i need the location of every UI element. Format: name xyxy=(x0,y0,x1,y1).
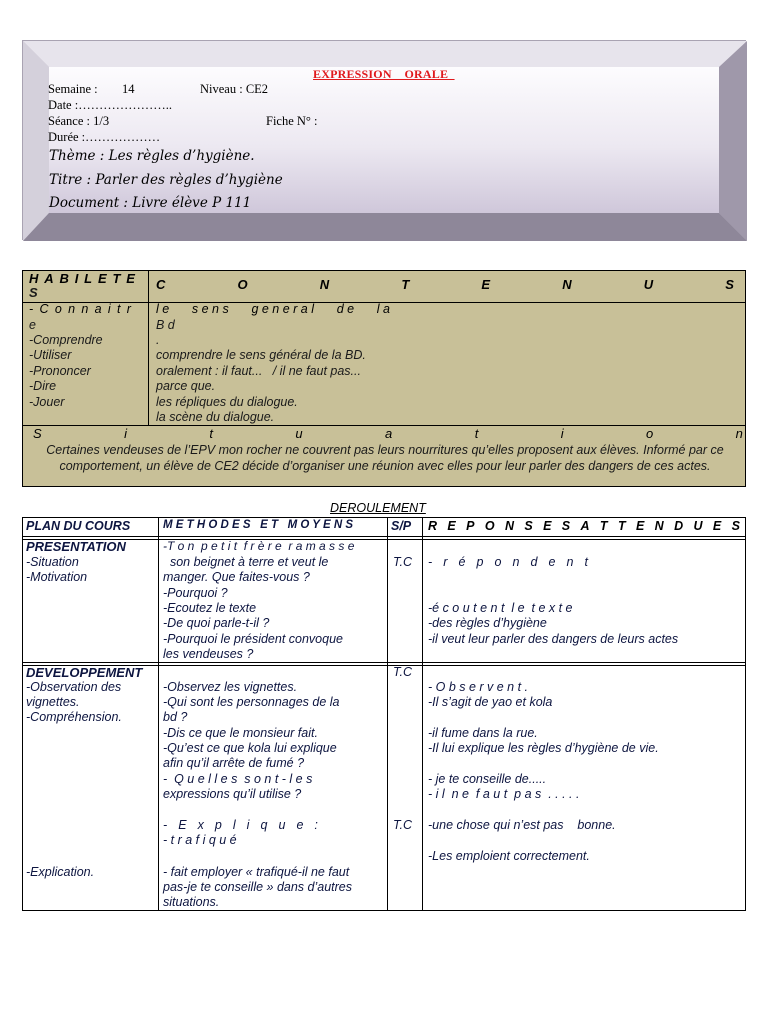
header-letter: T xyxy=(599,519,608,533)
sp-value: T.C xyxy=(393,665,412,679)
plan-item: -Observation des xyxy=(26,680,122,694)
header-letter: N xyxy=(654,519,664,533)
methode-line: -T o n p e t i t f r è r e r a m a s s e xyxy=(163,539,355,553)
niveau: Niveau : CE2 xyxy=(200,82,269,96)
methode-trafique: - t r a f i q u é xyxy=(163,833,237,847)
contenu-item: comprendre le sens général de la BD. xyxy=(156,348,366,362)
letter: E xyxy=(178,818,187,832)
letter: e xyxy=(548,555,556,569)
letter: p xyxy=(214,818,222,832)
habilete-item: -Jouer xyxy=(29,395,65,409)
letter: e xyxy=(296,818,304,832)
reponse-line: -une chose qui n’est pas bonne. xyxy=(428,818,616,832)
letter: o xyxy=(54,302,62,316)
header-letter: H xyxy=(29,271,39,286)
letter: - xyxy=(163,818,168,832)
header-letter: P xyxy=(466,519,475,533)
methode-line: -Qu’est ce que kola lui explique xyxy=(163,741,337,755)
methode-line: -Dis ce que le monsieur fait. xyxy=(163,726,318,740)
competences-table xyxy=(22,270,746,487)
contenu-item: . xyxy=(156,333,160,347)
header-letter: U xyxy=(643,277,654,292)
duree: Durée :……………… xyxy=(48,130,161,144)
semaine-value: 14 xyxy=(122,82,135,96)
reponse-line: -des règles d’hygiène xyxy=(428,616,547,630)
header-letter: S xyxy=(731,519,740,533)
column-divider xyxy=(158,518,159,910)
methode-line: les vendeuses ? xyxy=(163,647,254,661)
methode-line: situations. xyxy=(163,895,220,909)
deroulement-table xyxy=(22,517,746,911)
letter: - xyxy=(428,555,433,569)
header-letter: E xyxy=(447,519,456,533)
header-letter: E xyxy=(712,519,722,533)
contenus-header xyxy=(156,277,734,292)
header-letter: C xyxy=(156,277,166,292)
column-divider xyxy=(387,518,388,910)
letter: o xyxy=(494,555,502,569)
habilete-item: -Utiliser xyxy=(29,348,72,362)
methode-line: -Observez les vignettes. xyxy=(163,680,298,694)
header-letter: B xyxy=(59,271,69,286)
methode-line: pas-je te conseille » dans d’autres xyxy=(163,880,353,894)
contenu-item: parce que. xyxy=(156,379,216,393)
methode-line: -Pourquoi ? xyxy=(163,586,228,600)
reponse-repondent xyxy=(428,555,588,569)
presentation-title: PRESENTATION xyxy=(26,539,126,554)
reponse-line: -Il lui explique les règles d’hygiène de vie. xyxy=(428,741,659,755)
letter: n xyxy=(81,302,89,316)
col-methodes-header: M E T H O D E S E T M O Y E N S xyxy=(163,519,353,531)
letter: x xyxy=(197,818,204,832)
col-reponses-header xyxy=(428,519,740,533)
date-field: Date :………………….. xyxy=(48,98,172,112)
header-letter: T xyxy=(401,277,410,292)
plan-item: -Motivation xyxy=(26,570,88,584)
letter: é xyxy=(458,555,466,569)
letter: u xyxy=(278,818,286,832)
header-letter: O xyxy=(237,277,248,292)
letter: n xyxy=(512,555,520,569)
header-letter: T xyxy=(112,271,121,286)
contenu-item: la scène du dialogue. xyxy=(156,410,275,424)
header-letter: n xyxy=(735,426,743,441)
header-letter: R xyxy=(428,519,438,533)
methode-line: - fait employer « trafiqué-il ne faut xyxy=(163,865,350,879)
contenu-item: les répliques du dialogue. xyxy=(156,395,298,409)
letter: : xyxy=(314,818,318,832)
letter: C xyxy=(39,302,49,316)
methode-line: -Ecoutez le texte xyxy=(163,601,257,615)
header-letter: N xyxy=(504,519,514,533)
letter: r xyxy=(126,302,131,316)
header-letter: S xyxy=(33,426,42,441)
methode-line: -De quoi parle-t-il ? xyxy=(163,616,270,630)
methode-line: -Qui sont les personnages de la xyxy=(163,695,340,709)
plan-item: vignettes. xyxy=(26,695,80,709)
header-letter: o xyxy=(646,426,654,441)
situation-text: Certaines vendeuses de l’EPV mon rocher ne couvrent pas leurs nourritures qu’elles proposent aux élèves. Informé par ce comportement, un élève de CE2 décide d’organiser une réunion avec elles pour leur parler des dangers de ces actes. xyxy=(46,443,724,473)
letter: d xyxy=(530,555,538,569)
methode-line: afin qu’il arrête de fumé ? xyxy=(163,756,305,770)
header-letter: D xyxy=(674,519,684,533)
col-sp-header: S/P xyxy=(391,519,412,533)
methode-line: manger. Que faites-vous ? xyxy=(163,570,310,584)
header-letter: T xyxy=(617,519,626,533)
habilete-wrap: e xyxy=(29,318,36,332)
word: d e xyxy=(336,302,355,316)
header-letter: E xyxy=(481,277,491,292)
header-letter: N xyxy=(562,277,572,292)
letter: - xyxy=(29,302,34,316)
methode-line: -Pourquoi le président convoque xyxy=(163,632,343,646)
methode-line: expressions qu’il utilise ? xyxy=(163,787,302,801)
reponse-line: -il fume dans la rue. xyxy=(428,726,538,740)
header-letter: S xyxy=(524,519,533,533)
header-letter: L xyxy=(84,271,93,286)
reponse-line: - O b s e r v e n t . xyxy=(428,680,529,694)
methode-line: son beignet à terre et veut le xyxy=(163,555,329,569)
letter: n xyxy=(68,302,76,316)
letter: i xyxy=(107,302,111,316)
habilete-connaitre xyxy=(29,302,131,316)
header-letter: A xyxy=(44,271,54,286)
semaine-label: Semaine : xyxy=(48,82,98,96)
plan-item-explication: -Explication. xyxy=(26,865,95,879)
header-letter: E xyxy=(543,519,552,533)
fiche-number: Fiche N° : xyxy=(266,114,318,128)
reponse-line: -é c o u t e n t l e t e x t e xyxy=(428,601,573,615)
row-divider xyxy=(23,539,745,540)
header-letter: i xyxy=(124,426,127,441)
situation-header xyxy=(33,426,743,441)
header-letter: N xyxy=(319,277,330,292)
header-letter: S xyxy=(725,277,734,292)
col-plan-header: PLAN DU COURS xyxy=(26,519,131,533)
letter: r xyxy=(443,555,448,569)
reponse-line: -Les emploient correctement. xyxy=(428,849,590,863)
header-letter: E xyxy=(126,271,135,286)
sp-value: T.C xyxy=(393,555,412,569)
reponse-line: - i l n e f a u t p a s . . . . . xyxy=(428,787,580,801)
reponse-line: -Il s’agit de yao et kola xyxy=(428,695,553,709)
reponse-line: - je te conseille de..... xyxy=(428,772,547,786)
header-letter: t xyxy=(474,426,479,441)
habilete-item: -Comprendre xyxy=(29,333,103,347)
row-divider xyxy=(23,662,745,663)
column-divider xyxy=(148,271,149,425)
header-letter: S xyxy=(561,519,571,533)
letter: t xyxy=(116,302,121,316)
methode-line: - Q u e l l e s s o n t - l e s xyxy=(163,772,313,786)
theme: Thème : Les règles d’hygiène. xyxy=(49,148,255,164)
row-divider xyxy=(23,536,745,537)
letter: i xyxy=(246,818,250,832)
sp-value: T.C xyxy=(393,818,412,832)
methode-explique xyxy=(163,818,318,832)
header-letter: O xyxy=(484,519,495,533)
methode-line: bd ? xyxy=(163,710,188,724)
contenu-sens-general xyxy=(156,302,390,316)
letter: t xyxy=(584,555,588,569)
letter: a xyxy=(94,302,102,316)
developpement-title: DEVELOPPEMENT xyxy=(26,665,143,680)
word: s e n s xyxy=(191,302,229,316)
titre: Titre : Parler des règles d’hygiène xyxy=(49,172,283,188)
header-letter: A xyxy=(580,519,590,533)
header-letter: u xyxy=(295,426,303,441)
document: Document : Livre élève P 111 xyxy=(49,195,252,211)
habilete-item: -Prononcer xyxy=(29,364,91,378)
reponse-line: -il veut leur parler des dangers de leurs actes xyxy=(428,632,679,646)
column-divider xyxy=(422,518,423,910)
habiletes-header xyxy=(29,271,135,286)
header-letter: i xyxy=(560,426,564,441)
lesson-title: EXPRESSION ORALE xyxy=(313,67,455,81)
header-letter: t xyxy=(209,426,213,441)
habilete-item: -Dire xyxy=(29,379,57,393)
header-letter: I xyxy=(74,271,79,286)
seance: Séance : 1/3 xyxy=(48,114,110,128)
letter: p xyxy=(476,555,484,569)
word: g e n e r a l xyxy=(251,302,314,316)
plan-item: -Compréhension. xyxy=(26,710,122,724)
letter: n xyxy=(566,555,574,569)
letter: q xyxy=(260,818,268,832)
contenu-wrap: B d xyxy=(156,318,175,332)
plan-item: -Situation xyxy=(26,555,79,569)
header-letter: E xyxy=(635,519,645,533)
word: l e xyxy=(156,302,170,316)
letter: l xyxy=(232,818,236,832)
header-letter: E xyxy=(97,271,107,286)
header-letter: U xyxy=(693,519,703,533)
habiletes-header-wrap: S xyxy=(29,285,38,300)
deroulement-title: DEROULEMENT xyxy=(330,501,426,515)
header-letter: a xyxy=(385,426,393,441)
contenu-item: oralement : il faut... / il ne faut pas... xyxy=(156,364,361,378)
word: l a xyxy=(376,302,390,316)
